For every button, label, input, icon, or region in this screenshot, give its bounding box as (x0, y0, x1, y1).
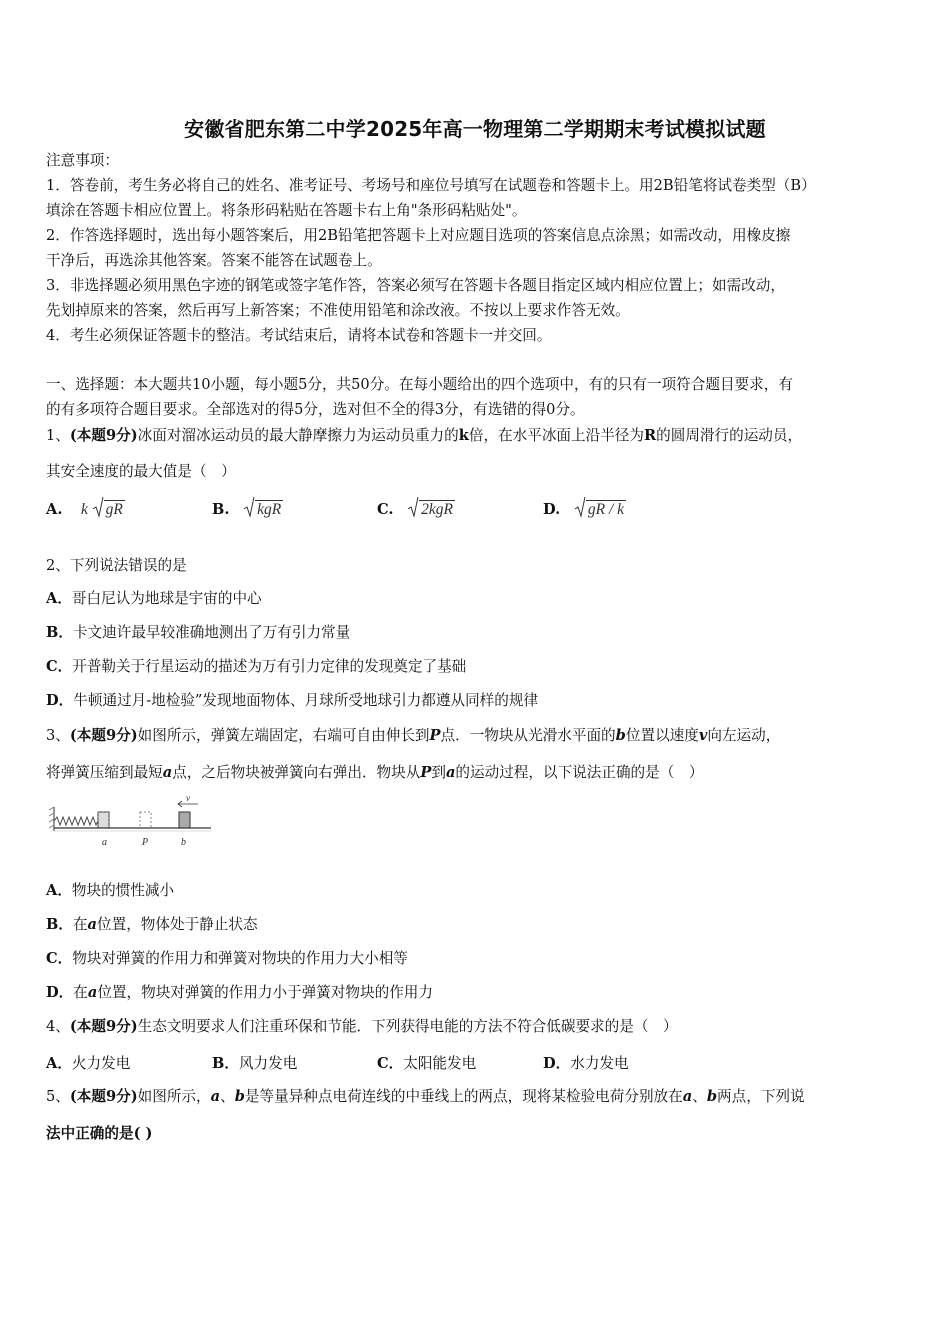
label-a: a (102, 837, 107, 848)
question-tag: (本题9分) (69, 1018, 138, 1035)
notice-line: 干净后，再选涂其他答案。答案不能答在试题卷上。 (46, 252, 382, 269)
label-b: b (181, 837, 186, 848)
notice-line: 2．作答选择题时，选出每小题答案后，用2B铅笔把答题卡上对应题目选项的答案信息点涂黑；如需改动，用橡皮擦 (46, 227, 791, 244)
notice-heading: 注意事项： (46, 152, 119, 169)
section-intro-line: 的有多项符合题目要求。全部选对的得5分，选对但不全的得3分，有选错的得0分。 (46, 401, 585, 418)
question-5-stem-line2: 法中正确的是( ) (46, 1125, 153, 1142)
question-4-option-a[interactable]: A．火力发电 (46, 1055, 131, 1072)
question-2-option-b[interactable]: B．卡文迪许最早较准确地测出了万有引力常量 (46, 624, 351, 641)
page-title: 安徽省肥东第二中学2025年高一物理第二学期期末考试模拟试题 (184, 117, 766, 141)
question-1-option-b[interactable]: B. kgR (212, 500, 283, 519)
sqrt-icon: gR (93, 500, 125, 519)
notice-line: 4．考生必须保证答题卡的整洁。考试结束后，请将本试卷和答题卡一并交回。 (46, 327, 552, 344)
question-1-option-d[interactable]: D. gR / k (543, 500, 626, 519)
question-1-option-c[interactable]: C. 2kgR (377, 500, 455, 519)
question-4-option-b[interactable]: B．风力发电 (212, 1055, 298, 1072)
sqrt-icon: kgR (244, 500, 283, 519)
spring-block-figure (46, 795, 216, 851)
question-3-option-b[interactable]: B．在a位置，物体处于静止状态 (46, 916, 258, 933)
label-v: v (186, 795, 190, 803)
question-2-option-c[interactable]: C．开普勒关于行星运动的描述为万有引力定律的发现奠定了基础 (46, 658, 467, 675)
sqrt-icon: 2kgR (408, 500, 455, 519)
question-2-option-a[interactable]: A．哥白尼认为地球是宇宙的中心 (46, 590, 262, 607)
notice-line: 先划掉原来的答案，然后再写上新答案；不准使用铅笔和涂改液。不按以上要求作答无效。 (46, 302, 630, 319)
question-3-stem: 3、(本题9分)如图所示，弹簧左端固定，右端可自由伸长到P点．一物块从光滑水平面的b位置以速度v向左运动， (46, 727, 781, 744)
question-5-stem: 5、(本题9分)如图所示，a、b是等量异种点电荷连线的中垂线上的两点，现将某检验电荷分别放在a、b两点，下列说 (46, 1088, 805, 1105)
question-tag: (本题9分) (69, 727, 138, 744)
question-4-option-c[interactable]: C．太阳能发电 (377, 1055, 477, 1072)
sqrt-icon: gR / k (575, 500, 626, 519)
notice-line: 1．答卷前，考生务必将自己的姓名、准考证号、考场号和座位号填写在试题卷和答题卡上。用2B铅笔将试卷类型（B） (46, 177, 816, 194)
question-3-option-c[interactable]: C．物块对弹簧的作用力和弹簧对物块的作用力大小相等 (46, 950, 408, 967)
question-3-stem-line2: 将弹簧压缩到最短a点，之后物块被弹簧向右弹出．物块从P到a的运动过程，以下说法正确的是（ ） (46, 764, 704, 781)
question-2-option-d[interactable]: D．牛顿通过月-地检验”发现地面物体、月球所受地球引力都遵从同样的规律 (46, 692, 539, 709)
block-icon (179, 812, 190, 828)
question-4-option-d[interactable]: D．水力发电 (543, 1055, 629, 1072)
label-p: P (142, 837, 149, 848)
question-1-stem: 1、(本题9分)冰面对溜冰运动员的最大静摩擦力为运动员重力的k倍，在水平冰面上沿半径为R的圆周滑行的运动员， (46, 427, 803, 444)
question-3-option-a[interactable]: A．物块的惯性减小 (46, 882, 175, 899)
question-1-option-a[interactable]: A. k gR (46, 500, 125, 519)
notice-line: 填涂在答题卡相应位置上。将条形码粘贴在答题卡右上角"条形码粘贴处"。 (46, 202, 527, 219)
question-3-option-d[interactable]: D．在a位置，物块对弹簧的作用力小于弹簧对物块的作用力 (46, 984, 433, 1001)
section-intro-line: 一、选择题：本大题共10小题，每小题5分，共50分。在每小题给出的四个选项中，有的只有一项符合题目要求，有 (46, 376, 793, 393)
spring-icon (54, 817, 98, 825)
wall-icon (49, 807, 54, 831)
question-tag: (本题9分) (69, 427, 138, 444)
block-outline-p (140, 812, 151, 828)
question-4-stem: 4、(本题9分)生态文明要求人们注重环保和节能．下列获得电能的方法不符合低碳要求的是（ ） (46, 1018, 678, 1035)
notice-line: 3．非选择题必须用黑色字迹的钢笔或签字笔作答，答案必须写在答题卡各题目指定区域内相应位置上；如需改动， (46, 277, 785, 294)
question-tag: (本题9分) (69, 1088, 138, 1105)
question-1-stem-line2: 其安全速度的最大值是（ ） (46, 463, 236, 480)
question-2-stem: 2、下列说法错误的是 (46, 557, 187, 574)
